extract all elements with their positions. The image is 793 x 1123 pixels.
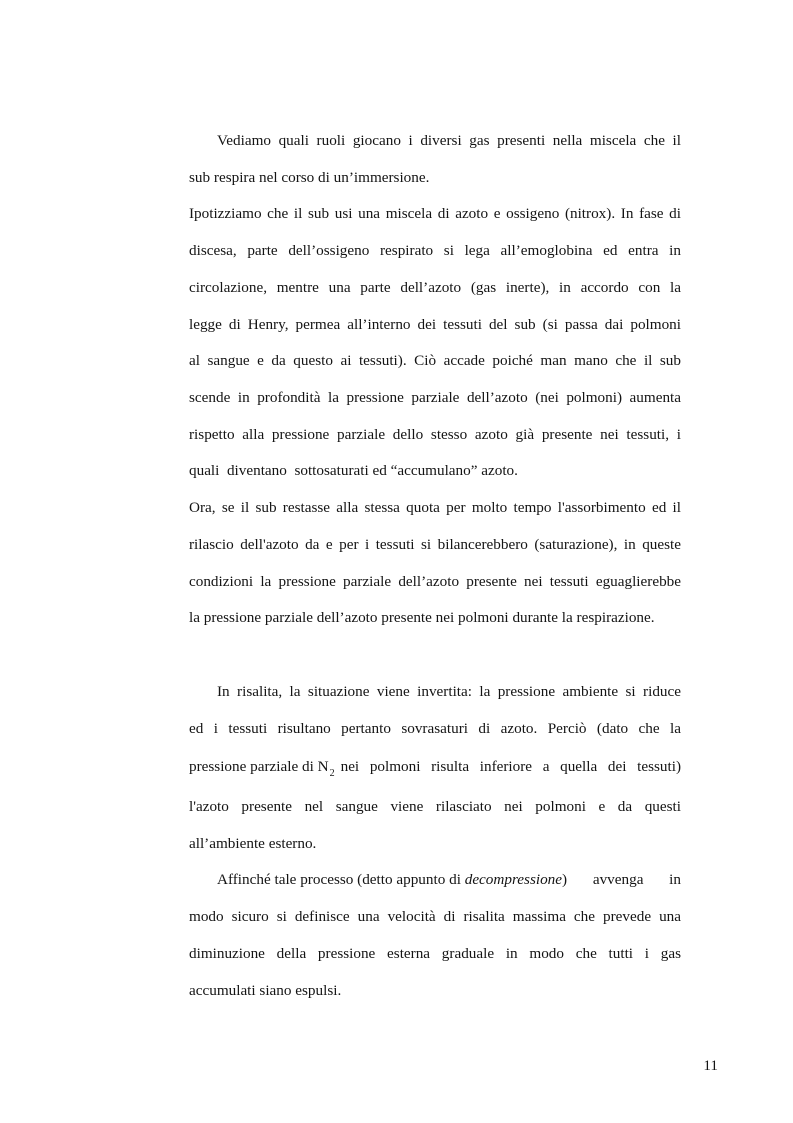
- text-line: Vediamo quali ruoli giocano i diversi gas presenti nella miscela che il: [217, 132, 681, 149]
- text-line: ed i tessuti risultano pertanto sovrasaturi di azoto. Perciò (dato che la: [189, 720, 681, 737]
- text-line: al sangue e da questo ai tessuti). Ciò accade poiché man mano che il sub: [189, 352, 681, 369]
- text-before-subscript: pressione parziale di N: [189, 758, 329, 775]
- subscript: 2: [329, 768, 335, 779]
- text-line: la pressione parziale dell’azoto presente nei polmoni durante la respirazione.: [189, 609, 655, 626]
- text-line: circolazione, mentre una parte dell’azoto (gas inerte), in accordo con la: [189, 279, 681, 296]
- text-line: Ipotizziamo che il sub usi una miscela di azoto e ossigeno (nitrox). In fase di: [189, 205, 681, 222]
- text-line: rispetto alla pressione parziale dello stesso azoto già presente nei tessuti, i: [189, 426, 681, 443]
- text-line: legge di Henry, permea all’interno dei tessuti del sub (si passa dai polmoni: [189, 316, 681, 333]
- text-line-with-emphasis: [217, 869, 681, 891]
- text-line: quali diventano sottosaturati ed “accumulano” azoto.: [189, 462, 518, 479]
- text-after-emphasis: ) avvenga in: [562, 871, 681, 888]
- page-number: 11: [703, 1057, 718, 1074]
- text-before-emphasis: Affinché tale processo (detto appunto di: [217, 871, 465, 888]
- text-line: scende in profondità la pressione parziale dell’azoto (nei polmoni) aumenta: [189, 389, 681, 406]
- text-line: modo sicuro si definisce una velocità di risalita massima che prevede una: [189, 908, 681, 925]
- text-line: all’ambiente esterno.: [189, 835, 317, 852]
- text-line: Ora, se il sub restasse alla stessa quota per molto tempo l'assorbimento ed il: [189, 499, 681, 516]
- text-line: condizioni la pressione parziale dell’azoto presente nei tessuti eguaglierebbe: [189, 573, 681, 590]
- emphasis-term: decompressione: [464, 871, 563, 888]
- text-line: accumulati siano espulsi.: [189, 982, 342, 999]
- text-after-subscript: nei polmoni risulta inferiore a quella dei tessuti): [340, 758, 681, 775]
- text-line: discesa, parte dell’ossigeno respirato si lega all’emoglobina ed entra in: [189, 242, 681, 259]
- text-line: l'azoto presente nel sangue viene rilasciato nei polmoni e da questi: [189, 798, 681, 815]
- text-segment: [189, 756, 335, 778]
- text-line: sub respira nel corso di un’immersione.: [189, 169, 430, 186]
- text-line: In risalita, la situazione viene invertita: la pressione ambiente si riduce: [217, 683, 681, 700]
- text-line-with-subscript: [189, 756, 681, 778]
- text-line: diminuzione della pressione esterna graduale in modo che tutti i gas: [189, 945, 681, 962]
- text-line: rilascio dell'azoto da e per i tessuti si bilancerebbero (saturazione), in queste: [189, 536, 681, 553]
